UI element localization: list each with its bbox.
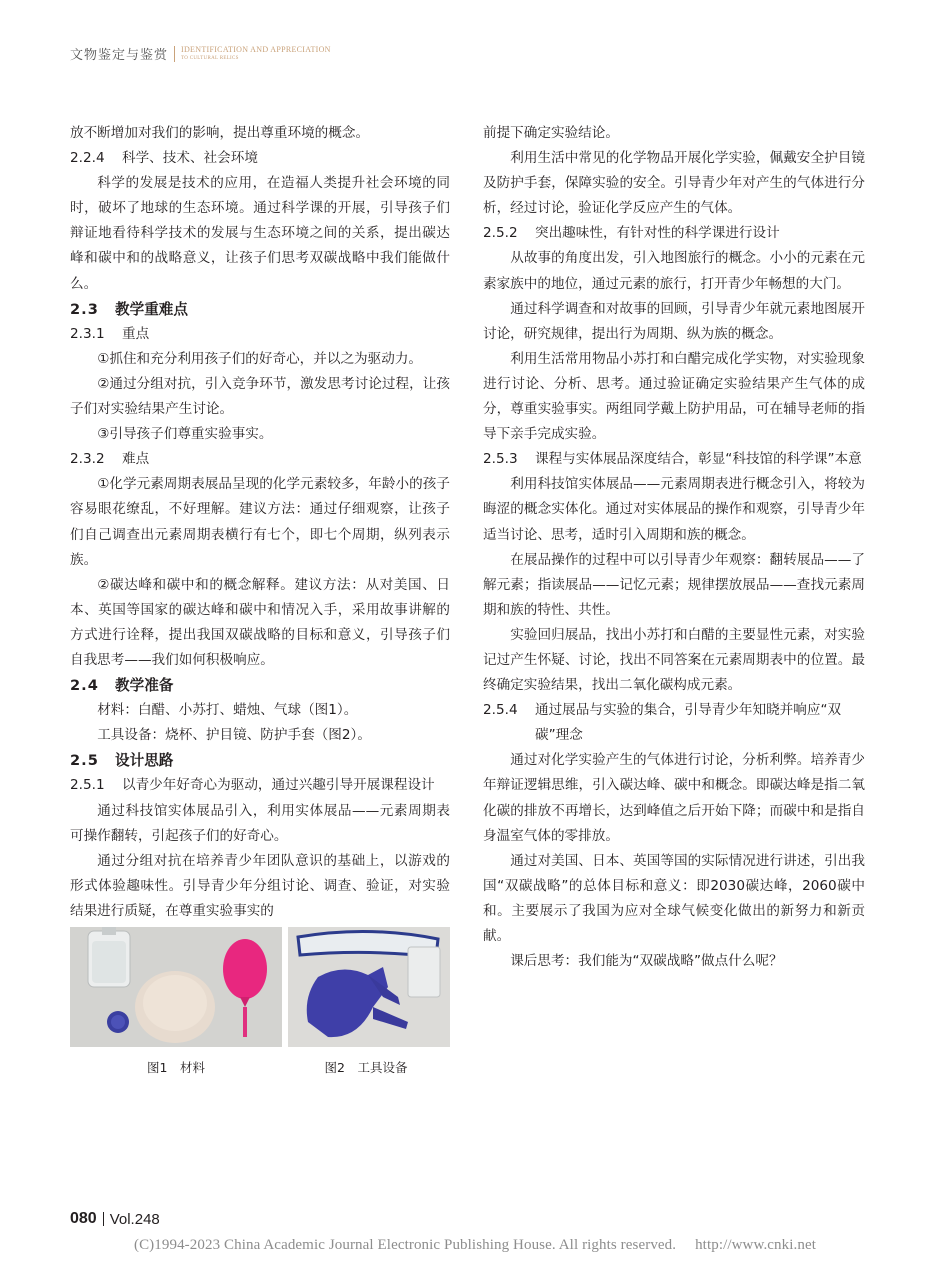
heading-text: 设计思路 — [115, 752, 174, 770]
heading-text: 课程与实体展品深度结合，彰显“科技馆的科学课”本意 — [535, 451, 862, 468]
header-divider — [174, 46, 175, 62]
paragraph: ③引导孩子们尊重实验事实。 — [97, 426, 273, 443]
journal-english-line1: IDENTIFICATION AND APPRECIATION — [181, 45, 331, 54]
paragraph: ①抓住和充分利用孩子们的好奇心，并以之为驱动力。 — [97, 350, 423, 367]
subsection-heading — [483, 447, 865, 472]
heading-text: 突出趣味性，有针对性的科学课进行设计 — [535, 225, 780, 242]
paragraph: 科学的发展是技术的应用，在造福人类提升社会环境的同时，破坏了地球的生态环境。通过科学课的开展，引导孩子们辩证地看待科学技术的发展与生态环境之间的关系，提出碳达峰和碳中和的战略意义，让孩子们思考双碳战略中我们能做什么。 — [70, 175, 450, 292]
heading-text: 重点 — [122, 325, 150, 342]
heading-number: 2.4 — [70, 677, 99, 695]
subsection-heading — [70, 322, 450, 347]
paragraph: 通过科技馆实体展品引入，利用实体展品——元素周期表可操作翻转，引起孩子们的好奇心。 — [70, 802, 450, 844]
section-heading — [70, 673, 450, 698]
subsection-heading — [70, 773, 450, 798]
paragraph: 在展品操作的过程中可以引导青少年观察：翻转展品——了解元素；指读展品——记忆元素；规律摆放展品——查找元素周期和族的特性、共性。 — [483, 551, 865, 618]
journal-name: 文物鉴定与鉴赏 — [70, 48, 169, 63]
paragraph: 通过对化学实验产生的气体进行讨论，分析利弊。培养青少年辩证逻辑思维，引入碳达峰、碳中和概念。即碳达峰是指二氧化碳的排放不再增长，达到峰值之后开始下降；而碳中和是指自身温室气体的零排放。 — [483, 752, 865, 844]
paragraph: 工具设备：烧杯、护目镜、防护手套（图2）。 — [97, 727, 371, 744]
subsection-heading — [70, 146, 450, 171]
heading-number: 2.3.1 — [70, 325, 105, 342]
heading-number: 2.5.3 — [483, 451, 518, 468]
figure-row — [70, 927, 450, 1047]
paragraph: 通过科学调查和对故事的回顾，引导青少年就元素地图展开讨论，研究规律，提出行为周期、纵为族的概念。 — [483, 300, 865, 342]
paragraph: 利用生活常用物品小苏打和白醋完成化学实物，对实验现象进行讨论、分析、思考。通过验证确定实验结果产生气体的成分，尊重实验事实。两组同学戴上防护用品，可在辅导老师的指导下亲手完成实验。 — [483, 350, 865, 443]
paragraph: ②碳达峰和碳中和的概念解释。建议方法：从对美国、日本、英国等国家的碳达峰和碳中和情况入手，采用故事讲解的方式进行诠释，提出我国双碳战略的目标和意义，引导孩子们自我思考——我们如何积极响应。 — [70, 576, 450, 668]
heading-number: 2.3 — [70, 300, 99, 318]
page-number-footer — [70, 1210, 160, 1228]
subsection-heading — [70, 447, 450, 472]
paragraph: ①化学元素周期表展品呈现的化学元素较多，年龄小的孩子容易眼花缭乱，不好理解。建议方法：通过仔细观察，让孩子们自己调查出元素周期表横行有七个，即七个周期，纵列表示族。 — [70, 476, 450, 568]
running-header — [70, 44, 331, 63]
heading-text: 科学、技术、社会环境 — [122, 150, 258, 167]
journal-english-line2: TO CULTURAL RELICS — [181, 56, 239, 61]
paragraph: 通过分组对抗在培养青少年团队意识的基础上，以游戏的形式体验趣味性。引导青少年分组讨论、调查、验证，对实验结果进行质疑，在尊重实验事实的 — [70, 852, 450, 919]
heading-number: 2.2.4 — [70, 150, 105, 167]
heading-text: 以青少年好奇心为驱动，通过兴趣引导开展课程设计 — [122, 777, 435, 794]
heading-number: 2.5.2 — [483, 225, 518, 242]
figure-1-materials-photo — [70, 927, 282, 1047]
paragraph: 放不断增加对我们的影响，提出尊重环境的概念。 — [70, 125, 370, 141]
left-column — [70, 121, 450, 1079]
figure-2-caption: 图2 工具设备 — [324, 1060, 408, 1075]
figure-2-equipment-photo — [288, 927, 450, 1047]
section-heading — [70, 748, 450, 773]
paragraph: 从故事的角度出发，引入地图旅行的概念。小小的元素在元素家族中的地位，通过元素的旅行，打开青少年畅想的大门。 — [483, 250, 865, 292]
materials-illustration — [70, 927, 282, 1047]
subsection-heading — [483, 221, 865, 246]
heading-text: 教学准备 — [115, 677, 174, 695]
heading-text: 教学重难点 — [115, 300, 188, 318]
paragraph: 课后思考：我们能为“双碳战略”做点什么呢？ — [510, 953, 783, 970]
section-heading — [70, 297, 450, 322]
journal-english-name — [181, 46, 331, 61]
left-column-body — [70, 121, 450, 924]
volume-number: Vol.248 — [109, 1210, 160, 1228]
paragraph: 利用科技馆实体展品——元素周期表进行概念引入，将较为晦涩的概念实体化。通过对实体展品的操作和观察，引导青少年适当讨论、思考，适时引入周期和族的概念。 — [483, 476, 865, 543]
heading-number: 2.3.2 — [70, 451, 105, 468]
right-column-body — [483, 121, 865, 974]
paragraph: 材料：白醋、小苏打、蜡烛、气球（图1）。 — [97, 702, 358, 719]
figure-captions — [70, 1057, 450, 1079]
paragraph: 通过对美国、日本、英国等国的实际情况进行讲述，引出我国“双碳战略”的总体目标和意义：即2030碳达峰，2060碳中和。主要展示了我国为应对全球气候变化做出的新努力和新贡献。 — [483, 852, 865, 944]
equipment-illustration — [288, 927, 450, 1047]
subsection-heading — [483, 698, 865, 748]
heading-text: 难点 — [122, 451, 150, 468]
copyright-line: (C)1994-2023 China Academic Journal Electronic Publishing House. All rights reserved. http://www.cnki.net — [133, 1237, 816, 1253]
footer-divider — [103, 1212, 104, 1226]
right-column — [483, 121, 865, 974]
heading-text: 通过展品与实验的集合，引导青少年知晓并响应“双碳”理念 — [535, 702, 842, 744]
paragraph: ②通过分组对抗，引入竞争环节，激发思考讨论过程，让孩子们对实验结果产生讨论。 — [70, 375, 450, 418]
figure-1-caption: 图1 材料 — [147, 1060, 205, 1075]
heading-number: 2.5 — [70, 752, 99, 770]
heading-number: 2.5.1 — [70, 777, 105, 794]
paragraph: 前提下确定实验结论。 — [483, 125, 619, 141]
heading-number: 2.5.4 — [483, 702, 518, 719]
page-number: 080 — [70, 1210, 97, 1227]
paragraph: 利用生活中常见的化学物品开展化学实验，佩戴安全护目镜及防护手套，保障实验的安全。引导青少年对产生的气体进行分析，经过讨论，验证化学反应产生的气体。 — [483, 150, 865, 217]
paragraph: 实验回归展品，找出小苏打和白醋的主要显性元素，对实验记过产生怀疑、讨论，找出不同答案在元素周期表中的位置。最终确定实验结果，找出二氧化碳构成元素。 — [483, 626, 865, 694]
